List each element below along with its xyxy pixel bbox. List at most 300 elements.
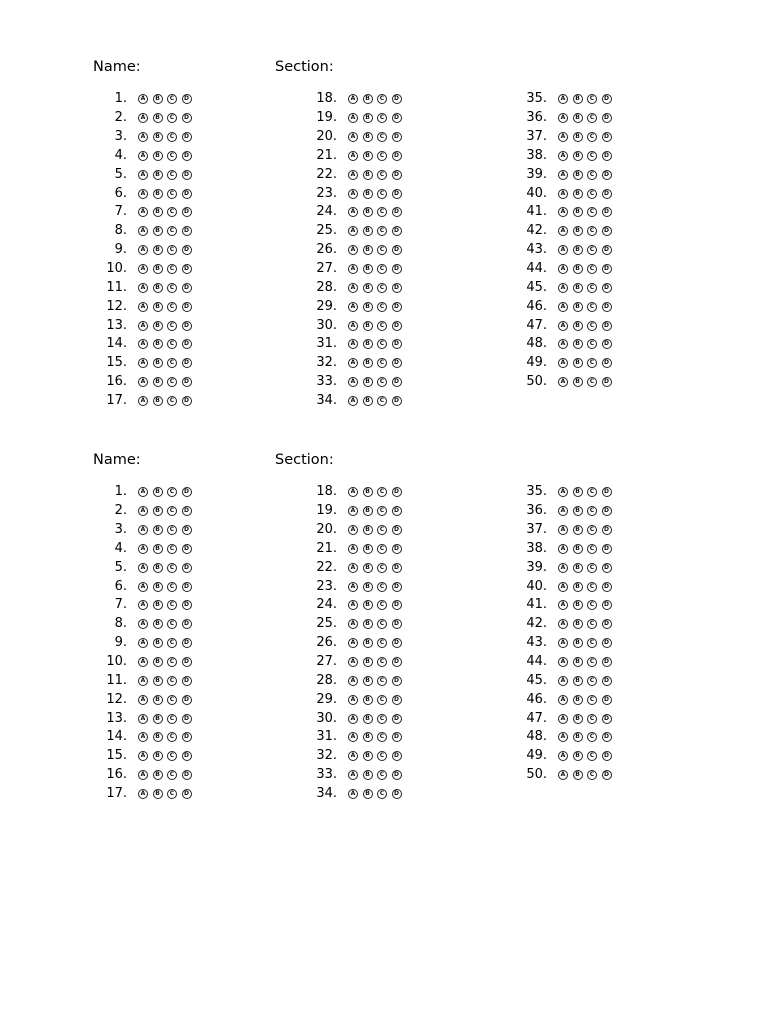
bubble-d[interactable]: D <box>602 132 612 142</box>
bubble-a[interactable]: A <box>348 619 358 629</box>
bubble-a[interactable]: A <box>558 525 568 535</box>
bubble-c[interactable]: C <box>377 695 387 705</box>
bubble-b[interactable]: B <box>363 245 373 255</box>
bubble-c[interactable]: C <box>377 94 387 104</box>
bubble-c[interactable]: C <box>377 245 387 255</box>
bubble-c[interactable]: C <box>167 151 177 161</box>
bubble-c[interactable]: C <box>167 377 177 387</box>
bubble-c[interactable]: C <box>587 132 597 142</box>
bubble-b[interactable]: B <box>363 396 373 406</box>
bubble-c[interactable]: C <box>377 113 387 123</box>
bubble-c[interactable]: C <box>167 789 177 799</box>
bubble-a[interactable]: A <box>558 207 568 217</box>
bubble-a[interactable]: A <box>558 770 568 780</box>
bubble-c[interactable]: C <box>167 245 177 255</box>
bubble-c[interactable]: C <box>167 226 177 236</box>
bubble-a[interactable]: A <box>348 732 358 742</box>
bubble-a[interactable]: A <box>138 582 148 592</box>
bubble-b[interactable]: B <box>573 302 583 312</box>
bubble-c[interactable]: C <box>167 207 177 217</box>
bubble-c[interactable]: C <box>587 732 597 742</box>
bubble-c[interactable]: C <box>377 358 387 368</box>
bubble-a[interactable]: A <box>348 302 358 312</box>
bubble-d[interactable]: D <box>392 544 402 554</box>
bubble-c[interactable]: C <box>377 283 387 293</box>
bubble-c[interactable]: C <box>167 170 177 180</box>
bubble-c[interactable]: C <box>377 302 387 312</box>
bubble-c[interactable]: C <box>587 94 597 104</box>
bubble-d[interactable]: D <box>392 321 402 331</box>
bubble-d[interactable]: D <box>182 151 192 161</box>
bubble-d[interactable]: D <box>392 113 402 123</box>
bubble-b[interactable]: B <box>363 751 373 761</box>
bubble-c[interactable]: C <box>167 657 177 667</box>
bubble-a[interactable]: A <box>138 676 148 686</box>
bubble-a[interactable]: A <box>348 770 358 780</box>
bubble-b[interactable]: B <box>153 396 163 406</box>
bubble-a[interactable]: A <box>138 770 148 780</box>
bubble-a[interactable]: A <box>138 113 148 123</box>
bubble-a[interactable]: A <box>138 94 148 104</box>
bubble-c[interactable]: C <box>377 638 387 648</box>
bubble-a[interactable]: A <box>138 264 148 274</box>
bubble-d[interactable]: D <box>182 302 192 312</box>
bubble-d[interactable]: D <box>182 94 192 104</box>
bubble-d[interactable]: D <box>602 358 612 368</box>
bubble-a[interactable]: A <box>348 657 358 667</box>
bubble-c[interactable]: C <box>377 789 387 799</box>
bubble-d[interactable]: D <box>602 151 612 161</box>
bubble-d[interactable]: D <box>392 151 402 161</box>
bubble-a[interactable]: A <box>138 600 148 610</box>
bubble-d[interactable]: D <box>182 770 192 780</box>
bubble-a[interactable]: A <box>138 245 148 255</box>
bubble-b[interactable]: B <box>363 506 373 516</box>
bubble-a[interactable]: A <box>348 189 358 199</box>
bubble-b[interactable]: B <box>573 695 583 705</box>
bubble-d[interactable]: D <box>392 506 402 516</box>
bubble-c[interactable]: C <box>167 487 177 497</box>
bubble-c[interactable]: C <box>377 264 387 274</box>
bubble-c[interactable]: C <box>587 638 597 648</box>
bubble-b[interactable]: B <box>573 751 583 761</box>
bubble-d[interactable]: D <box>602 94 612 104</box>
bubble-a[interactable]: A <box>558 226 568 236</box>
bubble-b[interactable]: B <box>363 770 373 780</box>
bubble-a[interactable]: A <box>138 132 148 142</box>
bubble-d[interactable]: D <box>182 600 192 610</box>
bubble-b[interactable]: B <box>573 189 583 199</box>
bubble-d[interactable]: D <box>602 189 612 199</box>
bubble-b[interactable]: B <box>153 283 163 293</box>
bubble-d[interactable]: D <box>392 132 402 142</box>
bubble-a[interactable]: A <box>138 339 148 349</box>
bubble-c[interactable]: C <box>167 770 177 780</box>
bubble-a[interactable]: A <box>348 506 358 516</box>
bubble-d[interactable]: D <box>182 264 192 274</box>
bubble-a[interactable]: A <box>558 339 568 349</box>
bubble-b[interactable]: B <box>363 226 373 236</box>
bubble-d[interactable]: D <box>602 695 612 705</box>
bubble-b[interactable]: B <box>573 377 583 387</box>
bubble-b[interactable]: B <box>153 339 163 349</box>
bubble-c[interactable]: C <box>377 657 387 667</box>
bubble-a[interactable]: A <box>348 264 358 274</box>
bubble-b[interactable]: B <box>573 525 583 535</box>
bubble-c[interactable]: C <box>377 582 387 592</box>
bubble-d[interactable]: D <box>392 207 402 217</box>
bubble-a[interactable]: A <box>348 226 358 236</box>
bubble-d[interactable]: D <box>182 358 192 368</box>
bubble-c[interactable]: C <box>587 321 597 331</box>
bubble-a[interactable]: A <box>138 226 148 236</box>
bubble-b[interactable]: B <box>153 226 163 236</box>
bubble-d[interactable]: D <box>392 226 402 236</box>
bubble-d[interactable]: D <box>182 582 192 592</box>
bubble-d[interactable]: D <box>392 619 402 629</box>
bubble-c[interactable]: C <box>377 207 387 217</box>
bubble-a[interactable]: A <box>348 170 358 180</box>
bubble-c[interactable]: C <box>587 544 597 554</box>
bubble-d[interactable]: D <box>182 714 192 724</box>
bubble-a[interactable]: A <box>558 695 568 705</box>
bubble-a[interactable]: A <box>138 789 148 799</box>
bubble-c[interactable]: C <box>377 770 387 780</box>
bubble-a[interactable]: A <box>348 358 358 368</box>
bubble-d[interactable]: D <box>182 321 192 331</box>
bubble-c[interactable]: C <box>587 714 597 724</box>
bubble-d[interactable]: D <box>182 676 192 686</box>
bubble-c[interactable]: C <box>377 151 387 161</box>
bubble-c[interactable]: C <box>587 339 597 349</box>
bubble-a[interactable]: A <box>348 751 358 761</box>
bubble-a[interactable]: A <box>348 789 358 799</box>
bubble-a[interactable]: A <box>558 132 568 142</box>
bubble-c[interactable]: C <box>377 544 387 554</box>
bubble-c[interactable]: C <box>377 132 387 142</box>
bubble-b[interactable]: B <box>153 487 163 497</box>
bubble-d[interactable]: D <box>602 207 612 217</box>
bubble-d[interactable]: D <box>602 657 612 667</box>
bubble-c[interactable]: C <box>167 638 177 648</box>
bubble-d[interactable]: D <box>392 487 402 497</box>
bubble-a[interactable]: A <box>138 751 148 761</box>
bubble-a[interactable]: A <box>558 506 568 516</box>
bubble-a[interactable]: A <box>348 94 358 104</box>
bubble-b[interactable]: B <box>363 638 373 648</box>
bubble-b[interactable]: B <box>363 302 373 312</box>
bubble-c[interactable]: C <box>587 245 597 255</box>
bubble-b[interactable]: B <box>153 619 163 629</box>
bubble-d[interactable]: D <box>182 113 192 123</box>
bubble-b[interactable]: B <box>573 619 583 629</box>
bubble-c[interactable]: C <box>587 582 597 592</box>
bubble-d[interactable]: D <box>182 638 192 648</box>
bubble-a[interactable]: A <box>558 714 568 724</box>
bubble-a[interactable]: A <box>558 600 568 610</box>
bubble-a[interactable]: A <box>558 113 568 123</box>
bubble-b[interactable]: B <box>573 226 583 236</box>
bubble-b[interactable]: B <box>153 544 163 554</box>
bubble-b[interactable]: B <box>573 657 583 667</box>
bubble-b[interactable]: B <box>153 714 163 724</box>
bubble-d[interactable]: D <box>602 170 612 180</box>
bubble-b[interactable]: B <box>363 377 373 387</box>
bubble-c[interactable]: C <box>377 339 387 349</box>
bubble-b[interactable]: B <box>153 506 163 516</box>
bubble-b[interactable]: B <box>363 657 373 667</box>
bubble-a[interactable]: A <box>558 283 568 293</box>
bubble-c[interactable]: C <box>167 751 177 761</box>
bubble-c[interactable]: C <box>377 714 387 724</box>
bubble-a[interactable]: A <box>138 638 148 648</box>
bubble-b[interactable]: B <box>363 170 373 180</box>
bubble-b[interactable]: B <box>153 170 163 180</box>
bubble-c[interactable]: C <box>587 657 597 667</box>
bubble-a[interactable]: A <box>138 377 148 387</box>
bubble-b[interactable]: B <box>363 732 373 742</box>
bubble-c[interactable]: C <box>167 676 177 686</box>
bubble-d[interactable]: D <box>392 245 402 255</box>
bubble-d[interactable]: D <box>182 619 192 629</box>
bubble-d[interactable]: D <box>602 339 612 349</box>
bubble-a[interactable]: A <box>348 525 358 535</box>
bubble-c[interactable]: C <box>167 283 177 293</box>
bubble-b[interactable]: B <box>573 638 583 648</box>
bubble-c[interactable]: C <box>167 600 177 610</box>
bubble-c[interactable]: C <box>587 207 597 217</box>
bubble-a[interactable]: A <box>348 714 358 724</box>
bubble-d[interactable]: D <box>182 245 192 255</box>
bubble-a[interactable]: A <box>348 638 358 648</box>
bubble-c[interactable]: C <box>587 113 597 123</box>
bubble-a[interactable]: A <box>138 189 148 199</box>
bubble-d[interactable]: D <box>392 770 402 780</box>
bubble-c[interactable]: C <box>377 189 387 199</box>
bubble-d[interactable]: D <box>392 563 402 573</box>
bubble-a[interactable]: A <box>558 544 568 554</box>
bubble-a[interactable]: A <box>138 619 148 629</box>
bubble-c[interactable]: C <box>167 544 177 554</box>
bubble-c[interactable]: C <box>587 170 597 180</box>
bubble-d[interactable]: D <box>392 751 402 761</box>
bubble-b[interactable]: B <box>363 151 373 161</box>
bubble-b[interactable]: B <box>363 789 373 799</box>
bubble-a[interactable]: A <box>138 283 148 293</box>
bubble-b[interactable]: B <box>573 264 583 274</box>
bubble-a[interactable]: A <box>558 245 568 255</box>
bubble-d[interactable]: D <box>392 358 402 368</box>
bubble-d[interactable]: D <box>602 563 612 573</box>
bubble-b[interactable]: B <box>363 525 373 535</box>
bubble-a[interactable]: A <box>138 151 148 161</box>
bubble-d[interactable]: D <box>392 189 402 199</box>
bubble-d[interactable]: D <box>392 732 402 742</box>
bubble-a[interactable]: A <box>558 582 568 592</box>
bubble-c[interactable]: C <box>167 189 177 199</box>
bubble-d[interactable]: D <box>392 264 402 274</box>
bubble-c[interactable]: C <box>587 563 597 573</box>
bubble-a[interactable]: A <box>558 676 568 686</box>
bubble-d[interactable]: D <box>602 619 612 629</box>
bubble-c[interactable]: C <box>587 189 597 199</box>
bubble-c[interactable]: C <box>377 226 387 236</box>
bubble-b[interactable]: B <box>153 113 163 123</box>
bubble-d[interactable]: D <box>602 732 612 742</box>
bubble-b[interactable]: B <box>573 676 583 686</box>
bubble-b[interactable]: B <box>363 714 373 724</box>
bubble-d[interactable]: D <box>602 714 612 724</box>
bubble-a[interactable]: A <box>348 151 358 161</box>
bubble-a[interactable]: A <box>558 321 568 331</box>
bubble-b[interactable]: B <box>153 582 163 592</box>
bubble-a[interactable]: A <box>138 714 148 724</box>
bubble-c[interactable]: C <box>167 582 177 592</box>
bubble-a[interactable]: A <box>558 732 568 742</box>
bubble-b[interactable]: B <box>153 321 163 331</box>
bubble-d[interactable]: D <box>392 676 402 686</box>
bubble-c[interactable]: C <box>377 732 387 742</box>
bubble-a[interactable]: A <box>348 582 358 592</box>
bubble-b[interactable]: B <box>363 544 373 554</box>
bubble-a[interactable]: A <box>138 525 148 535</box>
bubble-c[interactable]: C <box>377 506 387 516</box>
bubble-d[interactable]: D <box>392 525 402 535</box>
bubble-c[interactable]: C <box>167 506 177 516</box>
bubble-b[interactable]: B <box>573 770 583 780</box>
bubble-b[interactable]: B <box>573 506 583 516</box>
bubble-d[interactable]: D <box>602 245 612 255</box>
bubble-d[interactable]: D <box>182 563 192 573</box>
bubble-d[interactable]: D <box>602 377 612 387</box>
bubble-b[interactable]: B <box>153 377 163 387</box>
bubble-b[interactable]: B <box>573 582 583 592</box>
bubble-c[interactable]: C <box>587 619 597 629</box>
bubble-c[interactable]: C <box>587 600 597 610</box>
bubble-a[interactable]: A <box>138 657 148 667</box>
bubble-b[interactable]: B <box>363 321 373 331</box>
bubble-d[interactable]: D <box>602 283 612 293</box>
bubble-a[interactable]: A <box>348 676 358 686</box>
bubble-d[interactable]: D <box>602 600 612 610</box>
bubble-c[interactable]: C <box>377 321 387 331</box>
bubble-a[interactable]: A <box>558 264 568 274</box>
bubble-b[interactable]: B <box>363 339 373 349</box>
bubble-b[interactable]: B <box>153 189 163 199</box>
bubble-b[interactable]: B <box>573 170 583 180</box>
bubble-d[interactable]: D <box>602 487 612 497</box>
bubble-c[interactable]: C <box>377 676 387 686</box>
bubble-a[interactable]: A <box>138 358 148 368</box>
bubble-d[interactable]: D <box>392 283 402 293</box>
bubble-b[interactable]: B <box>153 302 163 312</box>
bubble-d[interactable]: D <box>602 321 612 331</box>
bubble-d[interactable]: D <box>182 732 192 742</box>
bubble-d[interactable]: D <box>392 302 402 312</box>
bubble-b[interactable]: B <box>363 487 373 497</box>
bubble-d[interactable]: D <box>182 657 192 667</box>
bubble-a[interactable]: A <box>558 302 568 312</box>
bubble-d[interactable]: D <box>182 283 192 293</box>
bubble-c[interactable]: C <box>587 525 597 535</box>
bubble-a[interactable]: A <box>558 358 568 368</box>
bubble-d[interactable]: D <box>392 657 402 667</box>
bubble-b[interactable]: B <box>153 638 163 648</box>
bubble-b[interactable]: B <box>573 600 583 610</box>
bubble-a[interactable]: A <box>138 321 148 331</box>
bubble-b[interactable]: B <box>363 94 373 104</box>
bubble-b[interactable]: B <box>573 544 583 554</box>
bubble-d[interactable]: D <box>602 770 612 780</box>
bubble-c[interactable]: C <box>167 358 177 368</box>
bubble-c[interactable]: C <box>587 487 597 497</box>
bubble-d[interactable]: D <box>182 189 192 199</box>
bubble-b[interactable]: B <box>153 657 163 667</box>
bubble-c[interactable]: C <box>377 563 387 573</box>
bubble-c[interactable]: C <box>167 113 177 123</box>
bubble-b[interactable]: B <box>363 582 373 592</box>
bubble-d[interactable]: D <box>182 525 192 535</box>
bubble-d[interactable]: D <box>602 582 612 592</box>
bubble-b[interactable]: B <box>153 245 163 255</box>
bubble-c[interactable]: C <box>587 695 597 705</box>
bubble-b[interactable]: B <box>573 358 583 368</box>
bubble-d[interactable]: D <box>182 487 192 497</box>
bubble-a[interactable]: A <box>138 170 148 180</box>
bubble-b[interactable]: B <box>363 563 373 573</box>
bubble-b[interactable]: B <box>363 132 373 142</box>
bubble-b[interactable]: B <box>153 751 163 761</box>
bubble-a[interactable]: A <box>138 695 148 705</box>
bubble-b[interactable]: B <box>153 525 163 535</box>
bubble-b[interactable]: B <box>573 563 583 573</box>
bubble-a[interactable]: A <box>348 207 358 217</box>
bubble-c[interactable]: C <box>587 358 597 368</box>
bubble-b[interactable]: B <box>573 132 583 142</box>
bubble-a[interactable]: A <box>138 544 148 554</box>
bubble-b[interactable]: B <box>363 619 373 629</box>
bubble-d[interactable]: D <box>392 396 402 406</box>
bubble-b[interactable]: B <box>363 676 373 686</box>
bubble-c[interactable]: C <box>167 695 177 705</box>
bubble-b[interactable]: B <box>153 732 163 742</box>
bubble-b[interactable]: B <box>363 264 373 274</box>
bubble-b[interactable]: B <box>153 132 163 142</box>
bubble-d[interactable]: D <box>602 506 612 516</box>
bubble-d[interactable]: D <box>602 113 612 123</box>
bubble-a[interactable]: A <box>558 619 568 629</box>
bubble-a[interactable]: A <box>558 638 568 648</box>
bubble-d[interactable]: D <box>182 377 192 387</box>
bubble-d[interactable]: D <box>182 695 192 705</box>
bubble-c[interactable]: C <box>377 487 387 497</box>
bubble-d[interactable]: D <box>182 396 192 406</box>
bubble-a[interactable]: A <box>348 113 358 123</box>
bubble-d[interactable]: D <box>182 506 192 516</box>
bubble-b[interactable]: B <box>573 487 583 497</box>
bubble-a[interactable]: A <box>138 732 148 742</box>
bubble-a[interactable]: A <box>558 189 568 199</box>
bubble-a[interactable]: A <box>348 339 358 349</box>
bubble-d[interactable]: D <box>182 207 192 217</box>
bubble-a[interactable]: A <box>558 170 568 180</box>
bubble-d[interactable]: D <box>602 638 612 648</box>
bubble-d[interactable]: D <box>182 751 192 761</box>
bubble-d[interactable]: D <box>392 582 402 592</box>
bubble-b[interactable]: B <box>153 358 163 368</box>
bubble-a[interactable]: A <box>348 132 358 142</box>
bubble-b[interactable]: B <box>153 264 163 274</box>
